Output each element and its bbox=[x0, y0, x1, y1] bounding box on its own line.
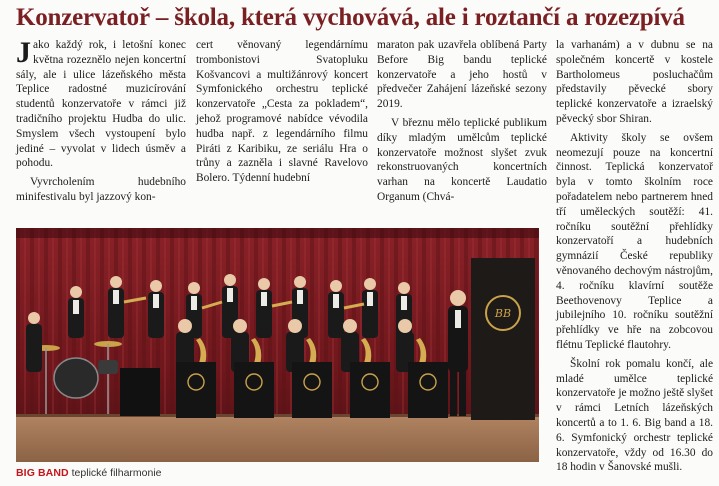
photo-caption bbox=[16, 466, 162, 480]
paragraph: la varhanám) a v dubnu se na společném koncertě v kostele Bartholomeus posluchačům představily pěvecké sbory teplické konzervatoře a izraelský pěvecký sbor Shiran. bbox=[556, 39, 713, 125]
article-column-4 bbox=[556, 38, 713, 479]
article-column-1 bbox=[16, 38, 186, 209]
stage-floor bbox=[16, 416, 539, 462]
paragraph: Školní rok pomalu končí, ale mladé umělce teplické konzervatoře je možno ještě slyšet v rámci Letních lázeňských koncertů a to 1. 6. Big band a 18. 6. Symfonický orchestr teplické konzervatoře, vždy od 16.30 do 18 hodin v Šanovské mušli. bbox=[556, 357, 713, 474]
article-headline: Konzervatoř – škola, která vychovává, ale i roztančí a rozezpívá bbox=[16, 4, 685, 31]
caption-text: teplické filharmonie bbox=[71, 467, 162, 479]
paragraph: V březnu mělo teplické publikum díky mladým umělcům teplické konzervatoře možnost slyšet zvuk rekonstruovaných koncertních varhan na koncertě Laudatio Organum (Chvá- bbox=[377, 116, 547, 203]
paragraph: Aktivity školy se ovšem neomezují pouze na koncertní činnost. Teplická konzervatoř byla v tomto školním roce pořadatelem nebo partnerem hned tří uměleckých soutěží: 41. ročníku soutěžní přehlídky konzervatoří a hudebních gymnázií České republiky věnovaného dechovým nástrojům, 4. ročníku klavírní soutěže Beethovenovy Teplice a jubilejního 10. ročníku soutěžní přehlídky ve hře na zobcovou flétnu Teplické flautohry. bbox=[556, 131, 713, 351]
big-band-photo bbox=[16, 228, 539, 462]
article-column-2 bbox=[196, 38, 368, 190]
drop-cap: J bbox=[16, 36, 31, 69]
band-banner bbox=[471, 258, 535, 420]
article-column-3 bbox=[377, 38, 547, 209]
paragraph: Vyvrcholením hudebního minifestivalu byl jazzový kon- bbox=[16, 176, 186, 203]
band-photo-illustration bbox=[16, 228, 539, 462]
caption-brand: BIG BAND bbox=[16, 467, 69, 479]
piano bbox=[120, 368, 160, 416]
paragraph: maraton pak uzavřela oblíbená Party Before Big bandu teplické konzervatoře a jeho hostů v předvečer Zahájení lázeňské sezony 2019. bbox=[377, 39, 547, 111]
paragraph: cert věnovaný legendárnímu trombonistovi Svatopluku Košvancovi a multižánrový koncert Symfonického orchestru teplické konzervatoře „Cesta za pokladem“, jehož programové nabídce vévodila hudba např. z legendárního filmu Piráti z Karibiku, ze seriálu Hra o trůny a zazněla i slavné Ravelovo Bolero. Týdenní hudební bbox=[196, 39, 368, 185]
paragraph-text: ako každý rok, i letošní konec května rozeznělo nejen koncertní sály, ale i ulice lázeňského města Teplice radostné muzicírování studentů konzervatoře v rámci již tradičního projektu Hudba do ulic. Smyslem všech vystoupení bylo jediné – vyvolat v lidech úsměv a pohodu. bbox=[16, 39, 186, 170]
paragraph bbox=[16, 38, 186, 171]
svg-text:BB: BB bbox=[494, 307, 512, 320]
